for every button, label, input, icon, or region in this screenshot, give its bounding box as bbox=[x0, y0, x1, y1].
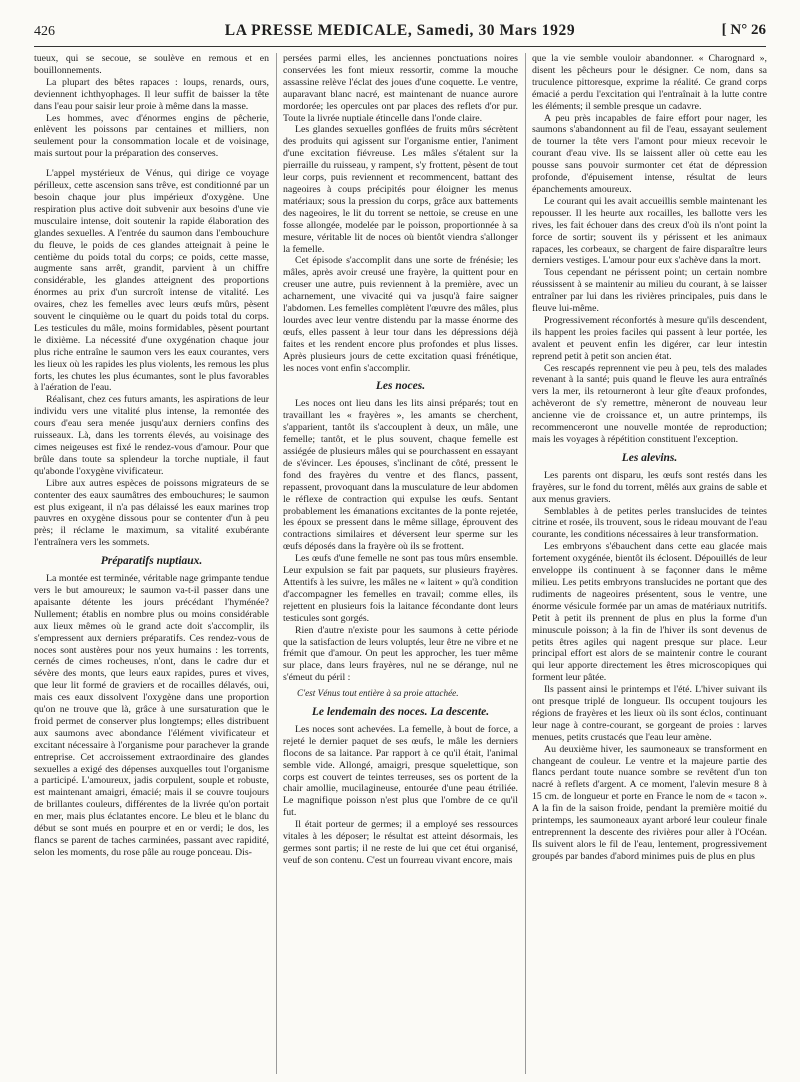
paragraph: Les œufs d'une femelle ne sont pas tous mûrs ensemble. Leur expulsion se fait par paquets, sur plusieurs frayères. Attentifs à les suivre, les mâles ne « laitent » qu'à condition d'accompagner les femelles en travail; comme elles, ils rejettent en plusieurs fois la laitance fécondante dont leurs testicules sont gorgés. bbox=[283, 553, 518, 624]
issue-number: [ N° 26 bbox=[721, 22, 766, 38]
paragraph: Ils passent ainsi le printemps et l'été. L'hiver suivant ils ont presque triplé de longueur. Ils occupent toujours les régions de frayères et les lieux où ils sont éclos, continuant leur nage à contre-courant, se gorgeant de proies : larves menues, petits crustacés que l'eau leur amène. bbox=[532, 684, 767, 743]
paragraph: Rien d'autre n'existe pour les saumons à cette période que la satisfaction de leurs voluptés, leur être ne vibre et ne frémit que d'amour. On peut les approcher, les tuer même sur place, dans leurs frayères, nul ne se dérange, nul ne s'émeut du péril : bbox=[283, 624, 518, 684]
paragraph: Semblables à de petites perles translucides de teintes citrine et rosée, ils trouvent, sous le rideau mouvant de l'eau courante, les conditions nécessaires à leur transformation. bbox=[532, 505, 767, 541]
column-1 bbox=[34, 53, 269, 1076]
paragraph: L'appel mystérieux de Vénus, qui dirige ce voyage périlleux, cette ascension sans trêve, est conditionné par un besoin chaque jour plus impérieux d'oxygène. Une respiration plus active doit subvenir aux besoins d'une vie musculaire intense, doit soutenir la rapide élaboration des glandes sexuelles. A l'entrée du saumon dans l'embouchure du fleuve, le poids de ces glandes atteignait à peine le centième du poids total du corps; ce poids, cette masse, augmente sans arrêt, grandit, parvient à un chiffre considérable, les glandes atteignent des proportions énormes au prix d'un surcroît intense de vitalité. Les ovaires, chez les femelles avec leurs œufs mûrs, pèsent souvent le cinquième ou le quart du poids total du corps. Les testicules du mâle, moins formidables, pèsent pourtant le dixième. La nécessité d'une oxygénation chaque jour plus riche entraîne le saumon vers les eaux courantes, vers les lieux où les rapides les plus violents, les remous les plus forts, les chutes les plus écumantes, sont le plus favorables à l'aération de l'eau. bbox=[34, 168, 269, 394]
paragraph: Les embryons s'ébauchent dans cette eau glacée mais fortement oxygénée, bientôt ils éclosent. Dépouillés de leur enveloppe ils continuent à se façonner dans le même milieu. Les petits embryons translucides ne portant que des rudiments de nageoires présentent, sous le ventre, une énorme vésicule formée par un amas de matériaux nutritifs. Petit à petit ils prennent de plus en plus la forme d'un minuscule poisson; à la fin de l'hiver ils sont devenus de petits êtres agiles qui nagent presque sur place. Leur principal effort est alors de se maintenir contre le courant qui leur apporte directement les êtres microscopiques qui forment leur pâtée. bbox=[532, 541, 767, 684]
publication-title: LA PRESSE MEDICALE, Samedi, 30 Mars 1929 bbox=[224, 22, 576, 39]
paragraph: Cet épisode s'accomplit dans une sorte de frénésie; les mâles, après avoir creusé une frayère, la quittent pour en creuser une autre, puis reviennent à la première, avec un acharnement, une vivacité qui va jusqu'à faire saigner l'abdomen. Les femelles complètent l'œuvre des mâles, plus lourdes avec leur ventre distendu par la masse énorme des œufs, elles passent à leur tour dans les dépressions déjà faites et les rendent encore plus profondes et plus lisses. Après plusieurs jours de cette excitation quasi frénétique, les noces vont enfin s'accomplir. bbox=[283, 255, 518, 374]
column-rule-1 bbox=[276, 53, 277, 1074]
section-heading-noces: Les noces. bbox=[375, 380, 426, 393]
paragraph: Au deuxième hiver, les saumoneaux se transforment en changeant de couleur. Le ventre et la majeure partie des flancs perdant toute nuance sombre se revêtent d'un ton nacré à reflets d'argent. A ce moment, l'alevin mesure 8 à 15 cm. de longueur et porte en France le nom de « tacon ». A la fin de la saison froide, pendant la première moitié du printemps, les saumoneaux ayant arboré leur couleur finale entreprennent la descente des rivières pour aller à l'Océan. Ils suivent alors le fil de l'eau, lentement, progressivement groupés par bandes d'abord minimes puis de plus en plus bbox=[532, 743, 767, 862]
paragraph: Le courant qui les avait accueillis semble maintenant les repousser. Il les heurte aux rocailles, les ballotte vers les rives, les fait échouer dans des creux d'où ils n'ont point la force de sortir; souvent ils y périssent et les animaux rapaces, les corbeaux, se chargent de faire disparaître leurs derniers vestiges. L'amour pour eux s'achève dans la mort. bbox=[532, 195, 767, 267]
paragraph: Les noces ont lieu dans les lits ainsi préparés; tout en travaillant les « frayères », les amants se cherchent, s'apparient, tantôt ils s'accouplent à deux, un mâle, une femelle; tantôt, et le plus souvent, chaque femelle est assiégée de plusieurs mâles qui se pourchassent en essayant de s'évincer. Les épouses, s'inclinant de côté, pressent le fond des frayères du ventre et des flancs, passent, repassent, provoquant dans la musculature de leur abdomen le réflexe de contraction qui expulse les œufs. Sentant probablement les émanations excitantes de la ponte rejetée, les époux se pressent dans le même sillage, éprouvent des contractions similaires et déversent leur sperme sur les œufs déposés dans la frayère où ils se frottent. bbox=[283, 398, 518, 553]
paragraph: La montée est terminée, véritable nage grimpante tendue vers le but amoureux; le saumon va-t-il passer dans une apaisante détente les jours précédant l'hyménée? Nullement; établis en nombre plus ou moins considérable aux lieux mêmes où le grand acte doit s'accomplir, ils s'empressent aux derniers préparatifs. Ces rendez-vous de noces sont austères pour nos yeux humains : les torrents, cernés de cimes rocheuses, n'ont, dans le cadre dur et sévère des monts, que leurs eaux rapides, pures et vives, que leur lit formé de graviers et de rocailles délavés, oui, mais ces eaux dissolvent l'oxygène dans une proportion qu'on ne trouve que là, grâce à une sursaturation que le froid permet de conserver plus longtemps; elles distribuent aux saumons avec abondance l'élément vivificateur et excitant nécessaire à l'organisme pour parachever la grande entreprise. Cet accroissement extraordinaire des glandes sexuelles a exigé des dépenses auxquelles tout l'organisme a participé. L'amoureux, jadis corpulent, souple et robuste, est maintenant amaigri, émacié; mais il se couvre toujours de brillantes couleurs, différentes de la livrée qu'on portait en mer, mais plus éclatantes encore. Le bleu et le blanc du début se sont mués en pourpre et en or verdi; le dos, les flancs se parent de taches carminées, passant avec rapidité, selon les moments, du rose pâle au rouge ponceau. Dis- bbox=[34, 573, 269, 858]
paragraph: Il était porteur de germes; il a employé ses ressources vitales à les déposer; le résultat est atteint désormais, les germes sont partis; il ne reste de lui que cet étui organisé, veuf de son contenu. C'est un fourreau vivant encore, mais bbox=[283, 819, 518, 866]
paragraph: La plupart des bêtes rapaces : loups, renards, ours, deviennent ichthyophages. Il leur suffit de baisser la tête dans l'eau pour saisir leur proie à même dans la masse. bbox=[34, 76, 269, 112]
column-3 bbox=[532, 53, 767, 1076]
paragraph: Les hommes, avec d'énormes engins de pêcherie, enlèvent les poissons par centaines et milliers, non seulement pour la consommation locale et de voisinage, mais surtout pour la préparation des conserves. bbox=[34, 112, 269, 160]
paragraph: Les noces sont achevées. La femelle, à bout de force, a rejeté le dernier paquet de ses œufs, le mâle les derniers flocons de sa laitance. Par rapport à ce qu'il était, l'animal semble vide. Allongé, amaigri, presque squelettique, son corps est couvert de teintes terreuses, ses os portent de la chair amollie, mucilagineuse, entourée d'une peau étriliée. Le magnifique poisson n'est plus que l'ombre de ce qu'il fut. bbox=[283, 723, 518, 819]
paragraph: tueux, qui se secoue, se soulève en remous et en bouillonnements. bbox=[34, 53, 269, 76]
section-heading-preparatifs: Préparatifs nuptiaux. bbox=[100, 555, 203, 568]
page-number: 426 bbox=[34, 24, 55, 39]
paragraph: persées parmi elles, les anciennes ponctuations noires conservées les font mieux ressortir, comme la mouche assassine relève l'éclat des joues d'une coquette. Le ventre, auparavant blanc nacré, est maintenant de nuance aurore mordorée; les opercules ont par places des reflets d'or pur. Toute la livrée nuptiale étincelle dans l'onde claire. bbox=[283, 53, 518, 124]
paragraph: Progressivement réconfortés à mesure qu'ils descendent, ils happent les proies faciles qui passent à leur portée, les avalent et peuvent enfin les digérer, car leur intestin reprend petit à petit son ancien état. bbox=[532, 314, 767, 362]
paragraph: que la vie semble vouloir abandonner. « Charognard », disent les pêcheurs pour le désigner. Ce nom, dans sa truculence pittoresque, exprime la réalité. Ce grand corps émacié a perdu l'excitation qui l'entraînait à la lutte contre les éléments; il semble presque un cadavre. bbox=[532, 53, 767, 112]
paragraph: Réalisant, chez ces futurs amants, les aspirations de leur individu vers une vitalité plus intense, la remontée des cours d'eau sera menée jusqu'aux derniers confins des ruisseaux. Là, dans les torrents élevés, au voisinage des cimes neigeuses est fixé le rendez-vous d'amour. Pour que brûle dans toute sa splendeur la torche nuptiale, il faut qu'abonde l'oxygène vivificateur. bbox=[34, 394, 269, 477]
section-heading-lendemain: Le lendemain des noces. La descente. bbox=[311, 706, 490, 719]
issue-number-text: N° 26 bbox=[730, 22, 766, 38]
column-2 bbox=[283, 53, 518, 1076]
paragraph: Tous cependant ne périssent point; un certain nombre réussissent à se maintenir au milieu du courant, à se laisser entraîner par lui dans les rivières principales, puis dans le fleuve lui-même. bbox=[532, 267, 767, 315]
paragraph: Ces rescapés reprennent vie peu à peu, tels des malades revenant à la santé; puis quand le fleuve les aura entraînés vers la mer, ils retourneront à leur gîte d'eaux profondes, achèveront de s'y remettre, mèneront de nouveau leur ancienne vie de croissance et, un autre printemps, ils recommenceront une nouvelle montée de reproduction; mais les voyages à répétition constituent l'exception. bbox=[532, 362, 767, 445]
paragraph: Les parents ont disparu, les œufs sont restés dans les frayères, sur le fond du torrent, mêlés aux grains de sable et aux menus graviers. bbox=[532, 469, 767, 505]
column-rule-2 bbox=[525, 53, 526, 1074]
paragraph: A peu près incapables de faire effort pour nager, les saumons s'abandonnent au fil de l'eau, essayant seulement de tourner la tête vers l'amont pour mieux recevoir le courant d'eau vive. Ils se laissent aller où cette eau les pousse sans pouvoir surmonter cet état de dépression profonde, d'épuisement intense, résultat de leurs épanchements amoureux. bbox=[532, 112, 767, 195]
quotation: C'est Vénus tout entière à sa proie attachée. bbox=[297, 688, 459, 699]
paragraph: Les glandes sexuelles gonflées de fruits mûrs sécrètent des produits qui agissent sur l'organisme entier, l'animent d'une excitation fiévreuse. Les mâles s'étalent sur la pierraille du ruisseau, y rampent, s'y frottent, pèsent de tout leur corps, puis reviennent et recommencent, battant des nageoires à coups précipités pour éloigner les menus matériaux; sous la pression du corps, grâce aux battements des nageoires, le lit du torrent se nettoie, se creuse en une fosse allongée, modelée par le poisson, proportionnée à sa mesure, véritable lit de noces où bientôt viendra s'allonger la femelle. bbox=[283, 124, 518, 255]
paragraph: Libre aux autres espèces de poissons migrateurs de se contenter des eaux saumâtres des embouchures; le saumon est plus exigeant, il n'a pas délaissé les eaux marines trop pauvres en oxygène dissous pour se contenter d'un à peu près; il réclame le maximum, sa vitalité exubérante l'entraînera vers les sommets. bbox=[34, 477, 269, 549]
page-header bbox=[34, 22, 766, 47]
section-heading-alevins: Les alevins. bbox=[621, 451, 678, 464]
